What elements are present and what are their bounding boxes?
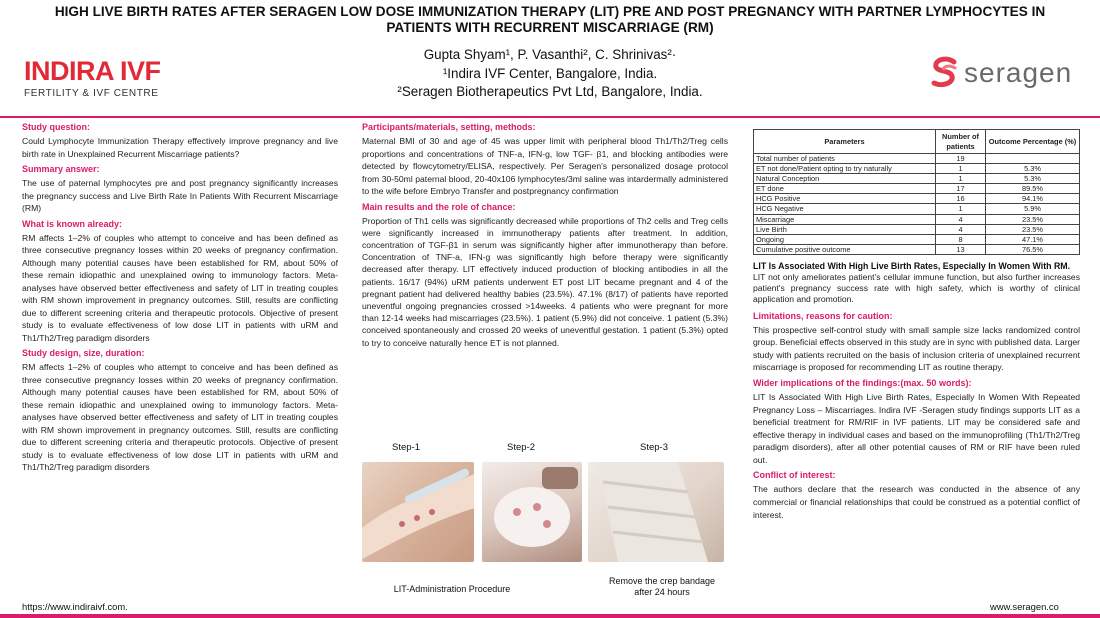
table-row xyxy=(754,164,1080,174)
table-row xyxy=(754,154,1080,164)
step-2-photo xyxy=(482,462,582,562)
results-heading: Main results and the role of chance: xyxy=(362,201,516,212)
bandage-caption: Remove the crep bandage after 24 hours xyxy=(608,576,716,597)
table-cell-parameter: Ongoing xyxy=(754,234,936,244)
study-question-heading: Study question: xyxy=(22,122,90,132)
wider-text: LIT Is Associated With High Live Birth Rates, Especially In Women With Repeated Pregnancy Loss – Miscarriages. Indira IVF -Seragen study findings supports LIT as a beneficial treatment for RM/RIF in IVF patients. LIT may be considered safe and effective therapy in individual cases and based on the immunoprofiling (Th1/Th2/Treg paradigm disorders), after all other potential causes of RM or RIF have been ruled out. xyxy=(753,391,1080,465)
known-text: RM affects 1–2% of couples who attempt to conceive and has been defined as three consecutive pregnancy losses within 20 weeks of pregnancy confirmation. Although many potential causes have been established for RM, about 50% of these remain idiopathic and unexplained owing to immunology factors. Meta-analyses have observed better effectiveness and safety of LIT in treating couples with RM shown improvement in pregnancy outcomes. Still, results are conflicting due to different screening criteria and therapeutic protocols. Objective of present study is to evaluate effectiveness of low dose LIT in patients with uRM and Th1/Th2/Treg paradigm disorders xyxy=(22,232,338,343)
table-cell-parameter: HCG Positive xyxy=(754,194,936,204)
table-cell-number: 1 xyxy=(936,204,986,214)
table-cell-percentage: 94.1% xyxy=(986,194,1080,204)
seragen-logo-text: seragen xyxy=(964,57,1073,88)
table-cell-parameter: Miscarriage xyxy=(754,214,936,224)
middle-column xyxy=(362,120,728,352)
step-3-label: Step-3 xyxy=(640,442,668,453)
table-row xyxy=(754,204,1080,214)
table-cell-number: 19 xyxy=(936,154,986,164)
indira-ivf-logo xyxy=(24,56,244,99)
table-row xyxy=(754,174,1080,184)
step-3-photo xyxy=(588,462,724,562)
table-cell-number: 4 xyxy=(936,224,986,234)
table-cell-parameter: ET not done/Patient opting to try naturally xyxy=(754,164,936,174)
limitations-heading: Limitations, reasons for caution: xyxy=(753,310,893,321)
design-text: RM affects 1–2% of couples who attempt to conceive and has been defined as three consecutive pregnancy losses within 20 weeks of pregnancy confirmation. Although many potential causes have been established for RM, about 50% of these remain idiopathic and unexplained owing to immunology factors. Meta-analyses have observed better effectiveness and safety of LIT in treating couples with RM shown improvement in pregnancy outcomes. Still, results are conflicting due to different screening criteria and therapeutic protocols. Objective of present study is to evaluate effectiveness of low dose LIT in patients with uRM and Th1/Th2/Treg paradigm disorders xyxy=(22,362,338,472)
table-cell-percentage: 23.5% xyxy=(986,214,1080,224)
header-divider xyxy=(0,116,1100,118)
table-cell-number: 1 xyxy=(936,164,986,174)
lit-conclusion-text: LIT not only ameliorates patient's cellular immune function, but also further increases patient's pregnancy success rate with high safety, which is worthy of clinical application and promotion. xyxy=(753,271,1080,305)
conflict-text: The authors declare that the research was conducted in the absence of any commercial or financial relationships that could be construed as a potential conflict of interest. xyxy=(753,484,1080,520)
table-cell-number: 13 xyxy=(936,244,986,254)
known-heading: What is known already: xyxy=(22,218,123,229)
table-cell-percentage: 23.5% xyxy=(986,224,1080,234)
results-text: Proportion of Th1 cells was significantly decreased while proportions of Th2 cells and Treg cells were significantly increased in immunotherapy patients after treatment. In addition, concentration of TGF-β1 in serum was significantly higher after immunotherapy than before. Concentration of TNF-a, IFN-g was significantly high before therapy were significantly decreased after therapy. LIT effectively induced production of blocking antibodies in all the patients. 16/17 (94%) uRM patients underwent ET post LIT became pregnant and 4 of the pregnant patient had delivered healthy babies (23.5%). 47.1% (8/17) of patients have reported uneventful ongoing pregnancies crossed >14weeks. 4 patients who were pregnant for more than 12-14 weeks had miscarriages (23.5%). 1 patient (5.9%) did not conceive. 1 patient (5.3%) conceived spontaneously and crossed 20 weeks of uneventful gestation. 1 patient (5.3%) opted to try to conceive naturally hence ET is not planned. xyxy=(362,215,728,348)
table-row xyxy=(754,184,1080,194)
results-table xyxy=(753,129,1080,255)
footer-bar xyxy=(0,614,1100,618)
summary-text: The use of paternal lymphocytes pre and post pregnancy significantly increases the pregnancy success and Live Birth Rate In Patients With Recurrent Miscarriage (RM) xyxy=(22,178,338,213)
table-cell-number: 16 xyxy=(936,194,986,204)
seragen-swirl-icon xyxy=(928,56,960,90)
step-2-label: Step-2 xyxy=(507,442,535,453)
participants-heading: Participants/materials, setting, methods: xyxy=(362,122,536,132)
table-cell-parameter: HCG Negative xyxy=(754,204,936,214)
table-cell-parameter: Live Birth xyxy=(754,224,936,234)
seragen-logo xyxy=(928,56,1088,92)
right-column xyxy=(753,120,1080,524)
limitations-text: This prospective self-control study with small sample size lacks randomized control group. Beneficial effects observed in this study are in sync with published data. Larger study with patients recruited on the basis of inclusion criteria of unexplained recurrent miscarriage is proposed for recommending LIT as routine therapy. xyxy=(753,324,1080,373)
header-outcome: Outcome Percentage (%) xyxy=(986,130,1080,154)
study-question-text: Could Lymphocyte Immunization Therapy effectively improve pregnancy and live birth rate in Unexplained Recurrent Miscarriage patients? xyxy=(22,136,338,159)
step-1-photo xyxy=(362,462,474,562)
table-cell-number: 8 xyxy=(936,234,986,244)
table-row xyxy=(754,234,1080,244)
indira-logo-subtitle: FERTILITY & IVF CENTRE xyxy=(24,88,159,99)
table-cell-parameter: Total number of patients xyxy=(754,154,936,164)
table-cell-number: 1 xyxy=(936,174,986,184)
indira-url-link[interactable]: https://www.indiraivf.com. xyxy=(22,601,128,612)
table-cell-percentage: 47.1% xyxy=(986,234,1080,244)
wider-heading: Wider implications of the findings:(max. 50 words): xyxy=(753,377,972,388)
table-cell-parameter: Natural Conception xyxy=(754,174,936,184)
header-parameters: Parameters xyxy=(754,130,936,154)
table-cell-parameter: Cumulative positive outcome xyxy=(754,244,936,254)
left-column xyxy=(22,120,338,477)
lit-conclusion-heading: LIT Is Associated With High Live Birth Rates, Especially In Women With RM. xyxy=(753,260,1071,271)
table-cell-percentage: 76.5% xyxy=(986,244,1080,254)
table-cell-percentage: 5.3% xyxy=(986,174,1080,184)
conflict-heading: Conflict of interest: xyxy=(753,470,836,481)
step-1-label: Step-1 xyxy=(392,442,420,453)
table-header-row xyxy=(754,130,1080,154)
table-row xyxy=(754,244,1080,254)
table-cell-number: 17 xyxy=(936,184,986,194)
table-cell-number: 4 xyxy=(936,214,986,224)
table-cell-percentage: 5.9% xyxy=(986,204,1080,214)
participants-text: Maternal BMI of 30 and age of 45 was upper limit with peripheral blood Th1/Th2/Treg cells proportions and concentrations of TNF-a, IFN-g, low TGF- β1, and blocking antibodies were detected by flowcytometry/ELISA, respectively. Per Seragen's personalized dosage protocol from 30-50ml paternal blood, 20-40x106 lymphocytes/3ml saline was intardermally administered to the wife before Embryo Transfer and postpregnancy confirmation xyxy=(362,136,728,196)
design-heading: Study design, size, duration: xyxy=(22,348,145,358)
authors-block xyxy=(340,46,760,102)
procedure-caption: LIT-Administration Procedure xyxy=(393,584,511,594)
affiliation-2: ²Seragen Biotherapeutics Pvt Ltd, Bangalore, India. xyxy=(397,84,703,99)
seragen-url-link[interactable]: www.seragen.co xyxy=(990,601,1059,612)
table-cell-percentage: 5.3% xyxy=(986,164,1080,174)
table-body xyxy=(754,154,1080,255)
table-cell-percentage: 89.5% xyxy=(986,184,1080,194)
poster-title: HIGH LIVE BIRTH RATES AFTER SERAGEN LOW DOSE IMMUNIZATION THERAPY (LIT) PRE AND POST PREGNANCY WITH PARTNER LYMPHOCYTES IN PATIENTS WITH RECURRENT MISCARRIAGE (RM) xyxy=(54,4,1046,35)
affiliation-1: ¹Indira IVF Center, Bangalore, India. xyxy=(442,65,658,81)
header-number: Number of patients xyxy=(936,130,986,154)
table-row xyxy=(754,194,1080,204)
table-row xyxy=(754,214,1080,224)
indira-logo-text: INDIRA IVF xyxy=(24,56,161,86)
table-cell-parameter: ET done xyxy=(754,184,936,194)
table-row xyxy=(754,224,1080,234)
summary-heading: Summary answer: xyxy=(22,164,100,174)
author-names: Gupta Shyam¹, P. Vasanthi², C. Shrinivas²· xyxy=(423,47,677,62)
procedure-steps xyxy=(362,440,728,605)
table-cell-percentage xyxy=(986,154,1080,164)
